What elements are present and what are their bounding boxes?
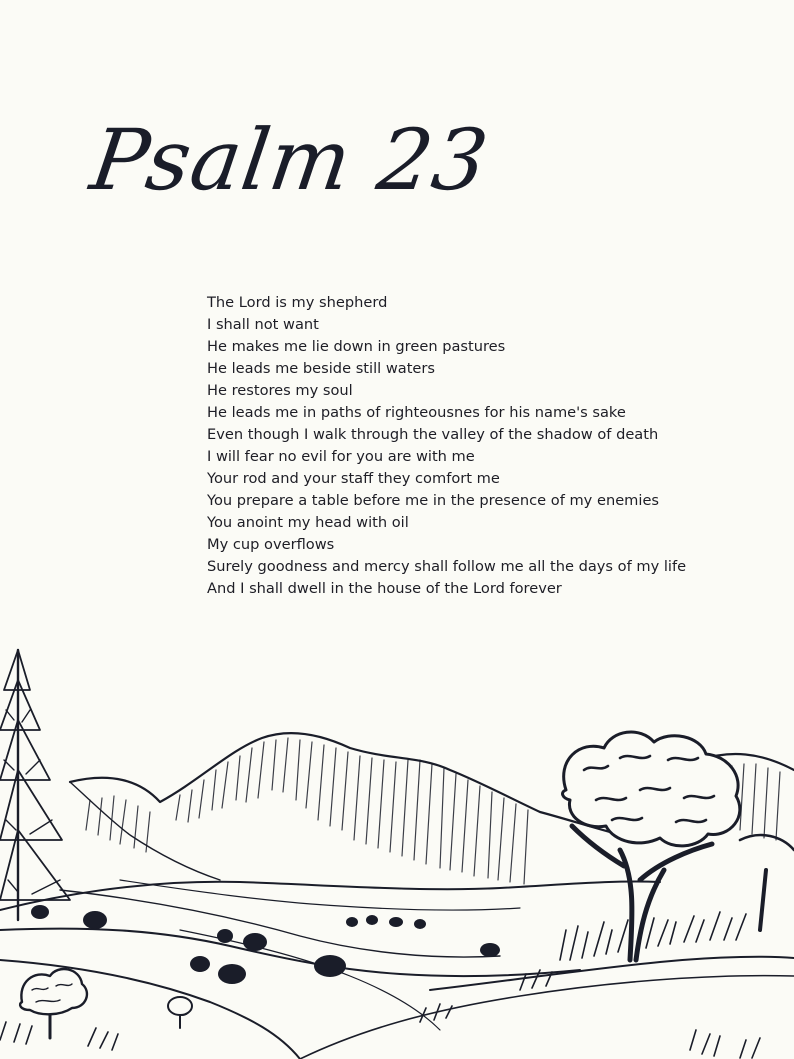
fields <box>0 880 794 1059</box>
verse-line: Surely goodness and mercy shall follow me all the days of my life <box>207 558 687 575</box>
foreground-bush <box>20 969 192 1038</box>
verse-line: My cup overflows <box>207 536 335 553</box>
verse-line: He leads me beside still waters <box>207 360 435 377</box>
verse-line: Even though I walk through the valley of the shadow of death <box>207 426 659 443</box>
verse-line: And I shall dwell in the house of the Lord forever <box>207 580 562 597</box>
oak-tree <box>563 732 794 960</box>
verse-line: He restores my soul <box>207 382 353 399</box>
grass <box>0 912 760 1058</box>
verse-line: I shall not want <box>207 316 319 333</box>
shrubs <box>31 905 500 1016</box>
pine-tree <box>0 650 70 920</box>
poem-title: Psalm 23 <box>85 111 495 209</box>
verse-line: He leads me in paths of righteousnes for his name's sake <box>207 404 626 421</box>
verse-line: The Lord is my shepherd <box>207 294 388 311</box>
verse-line: He makes me lie down in green pastures <box>207 338 506 355</box>
verse-line: I will fear no evil for you are with me <box>207 448 475 465</box>
verse-line: You anoint my head with oil <box>207 514 409 531</box>
poem-verses <box>207 292 686 600</box>
verse-line: You prepare a table before me in the presence of my enemies <box>207 492 660 509</box>
landscape-illustration <box>0 630 794 1059</box>
verse-line: Your rod and your staff they comfort me <box>207 470 500 487</box>
